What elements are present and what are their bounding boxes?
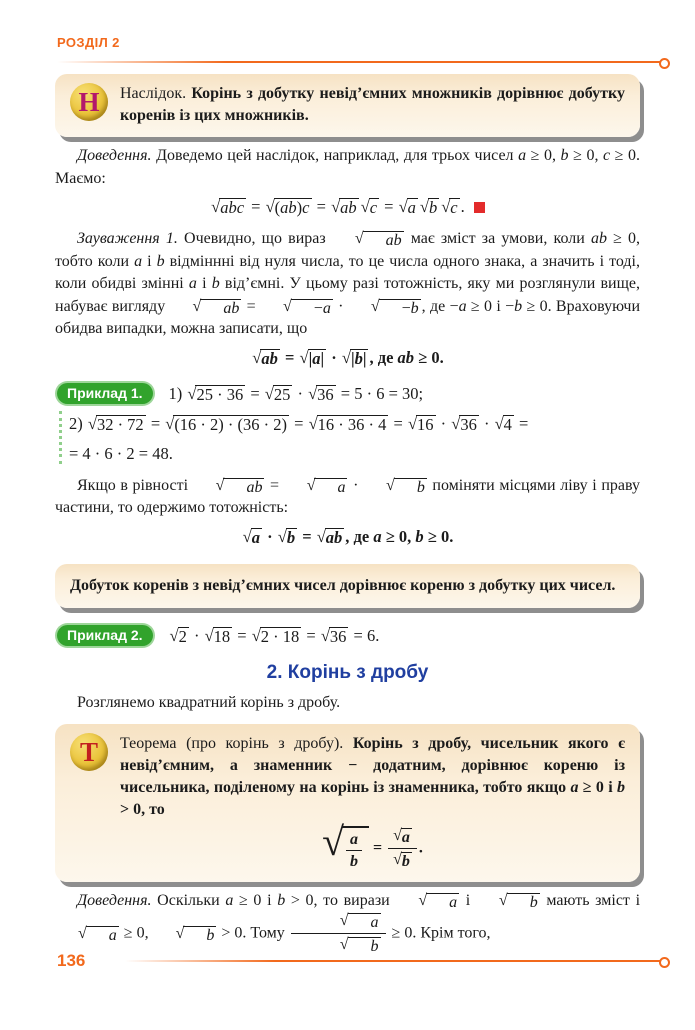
theorem-letter-icon: [70, 733, 108, 771]
example-1-badge: Приклад 1.: [57, 383, 153, 404]
formula-commuted-identity: √ a · √ b = √ ab , де a ≥ 0, b ≥ 0.: [242, 526, 454, 547]
header-rule-line: [57, 61, 661, 63]
proof-paragraph-2: Доведення. Оскільки a ≥ 0 і b > 0, то вирази √ a і √ b мають зміст і √ a ≥ 0, √ b > 0. Тому √ a √ b ≥ 0. Крім того,: [77, 891, 641, 956]
corollary-letter-icon: [70, 83, 108, 121]
intro-paragraph: Розглянемо квадратний корінь з дробу.: [77, 693, 341, 711]
theorem-body: [120, 733, 625, 872]
theorem-formula: √ $\frac{a}{b}$ = √ a √ b .: [322, 819, 423, 871]
remark-paragraph: Зауваження 1. Очевидно, що вираз √ ab має зміст за умови, коли ab ≥ 0, тобто коли a і b відміннні від нуля числа, то це числа одного знака, а значить і тоді, коли обидві змінні a і b від’ємні. У цьому разі тотожність, яку ми розглянули вище, набуває вигляду √ ab = √ −a · √ −b , де −a ≥ 0 і −b ≥ 0. Враховуючи обидва випадки, можна записати, що: [55, 230, 641, 337]
footer-rule-circle-icon: [659, 957, 670, 968]
example-2-line-1: √ 2 · √ 18 = √ 2 · 18 = √ 36 = 6.: [169, 625, 380, 646]
formula-product-of-three: √ abc = √ (ab)c = √ ab √ c = √ a √ b √ c .: [55, 193, 640, 220]
example-1-head: [55, 380, 640, 407]
corollary-callout: [55, 74, 640, 137]
header-rule: [57, 56, 670, 68]
product-rule-callout: [55, 564, 640, 608]
example-1-dotted-line: [59, 411, 62, 464]
example-1-line-3: = 4 · 6 · 2 = 48.: [69, 443, 173, 463]
page-number: 136: [57, 951, 86, 970]
product-rule-text: Добуток коренів з невід’ємних чисел дорівнює кореню з добутку цих чисел.: [70, 576, 616, 594]
identity-paragraph: Якщо в рівності √ ab = √ a · √ b поміняти місцями ліву і праву частини, то одержимо тотожність:: [55, 476, 641, 516]
corollary-letter: Н: [78, 86, 100, 117]
example-2-badge: Приклад 2.: [57, 625, 153, 646]
theorem-callout: [55, 724, 640, 882]
example-1-line-2: 2) √ 32 · 72 = √ (16 · 2) · (36 · 2) = √ 16 · 36 · 4 = √ 16 · √ 36 · √ 4 =: [69, 413, 529, 434]
page-footer: [57, 951, 670, 973]
theorem-letter: Т: [79, 736, 98, 767]
footer-rule-line: [125, 960, 661, 962]
formula-abs-values: √ ab = √ |a| · √ |b| , де ab ≥ 0.: [252, 347, 444, 368]
example-2-block: [55, 622, 640, 649]
example-1-block: [55, 380, 640, 467]
page-content: [55, 74, 640, 956]
section-heading: 2. Корінь з дробу: [266, 661, 429, 683]
proof-paragraph-1: Доведення. Доведемо цей наслідок, наприклад, для трьох чисел a ≥ 0, b ≥ 0, c ≥ 0. Маємо:: [55, 147, 641, 187]
theorem-text: Теорема (про корінь з дробу). Корінь з дробу, чисельник якого є невід’ємним, а знаменник − додатним, дорівнює кореню із чисельника, поділеному на корінь із знаменника, тобто якщо a ≥ 0 і b > 0, то: [120, 735, 626, 818]
corollary-text: Наслідок. Корінь з добутку невід’ємних множників дорівнює добутку коренів із цих множників.: [120, 85, 625, 124]
example-1-line-1: 1) √ 25 · 36 = √ 25 · √ 36 = 5 · 6 = 30;: [168, 383, 424, 404]
header-rule-circle-icon: [659, 58, 670, 69]
example-2-head: [55, 622, 640, 649]
chapter-label: РОЗДІЛ 2: [57, 35, 120, 50]
